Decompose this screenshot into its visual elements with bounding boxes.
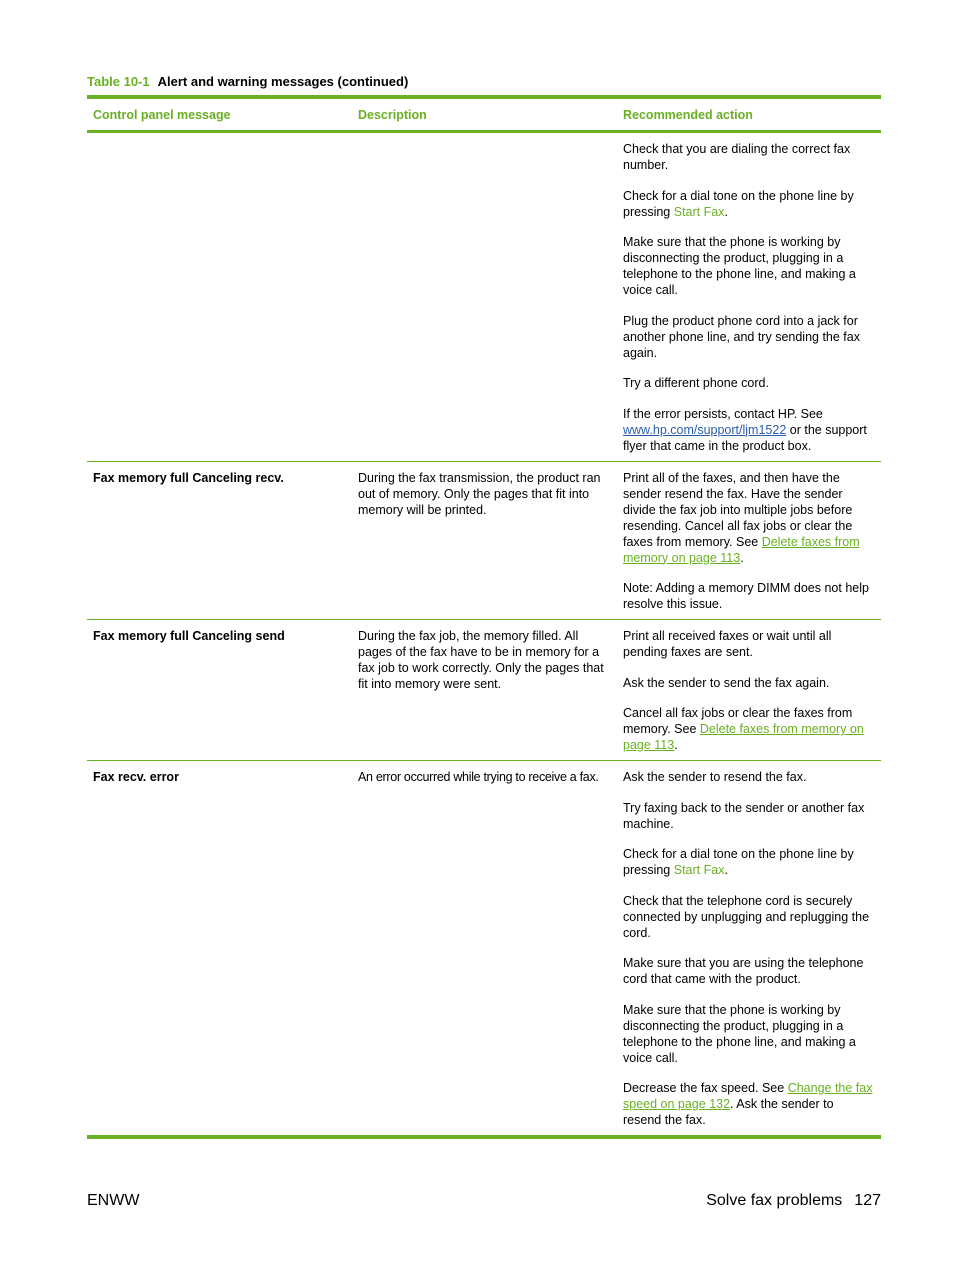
action-item: Print all of the faxes, and then have the sender resend the fax. Have the sender divide the fax job into multiple jobs before resending. Cancel all fax jobs or clear the faxes from memory. See Delete faxes from memory on page 113. (623, 470, 860, 565)
description-cell: An error occurred while trying to receive a fax. (358, 770, 599, 784)
page-number: 127 (854, 1192, 881, 1209)
start-fax-button-label: Start Fax (673, 863, 725, 877)
action-item: Cancel all fax jobs or clear the faxes from memory. See Delete faxes from memory on page 113. (623, 706, 864, 752)
table-row (87, 462, 881, 621)
action-item: Check for a dial tone on the phone line by pressing Start Fax. (623, 847, 854, 877)
footer-section-title: Solve fax problems (706, 1192, 843, 1209)
action-item: Decrease the fax speed. See Change the fax speed on page 132. Ask the sender to resend the fax. (623, 1081, 873, 1127)
table-title: Alert and warning messages (continued) (157, 74, 409, 89)
delete-faxes-link[interactable]: Delete faxes from memory on page 113 (623, 722, 864, 752)
footer-page-info (706, 1192, 881, 1210)
header-control-panel-message: Control panel message (93, 107, 231, 122)
action-item: Check for a dial tone on the phone line by pressing Start Fax. (623, 188, 854, 219)
table-row (87, 620, 881, 761)
description-cell: During the fax job, the memory filled. All pages of the fax have to be in memory for a fax job to work correctly. Only the pages that fit into memory were sent. (358, 629, 604, 691)
action-item: Plug the product phone cord into a jack for another phone line, and try sending the fax again. (623, 313, 860, 360)
action-cell (617, 620, 881, 760)
table-row (87, 761, 881, 1135)
footer-enww: ENWW (87, 1192, 140, 1209)
action-item: Make sure that you are using the telephone cord that came with the product. (623, 956, 864, 986)
action-item: Print all received faxes or wait until all pending faxes are sent. (623, 629, 832, 659)
table-caption (87, 74, 408, 89)
table-row (87, 133, 881, 462)
delete-faxes-link[interactable]: Delete faxes from memory on page 113 (623, 534, 860, 565)
header-description: Description (358, 107, 427, 122)
description-cell: During the fax transmission, the product ran out of memory. Only the pages that fit into memory will be printed. (358, 470, 601, 517)
message-cell: Fax memory full Canceling recv. (93, 470, 284, 485)
message-cell (87, 133, 352, 461)
header-recommended-action: Recommended action (623, 107, 753, 122)
action-item: Ask the sender to send the fax again. (623, 675, 830, 690)
action-cell (617, 761, 881, 1135)
action-item: Ask the sender to resend the fax. (623, 770, 807, 784)
action-item: Make sure that the phone is working by disconnecting the product, plugging in a telephone to the phone line, and making a voice call. (623, 235, 856, 297)
action-item: Try a different phone cord. (623, 376, 769, 390)
change-fax-speed-link[interactable]: Change the fax speed on page 132 (623, 1081, 873, 1111)
table-bottom-rule (87, 1135, 881, 1139)
action-item: Check that you are dialing the correct fax number. (623, 142, 851, 172)
table-header (87, 99, 881, 130)
action-item: Try faxing back to the sender or another fax machine. (623, 800, 865, 831)
description-cell (352, 133, 617, 461)
action-cell (617, 133, 881, 461)
action-item: Check that the telephone cord is securely connected by unplugging and replugging the cord. (623, 893, 870, 940)
start-fax-button-label: Start Fax (673, 204, 725, 219)
action-item: If the error persists, contact HP. See www.hp.com/support/ljm1522 or the support flyer that came in the product box. (623, 406, 867, 453)
alert-warning-table (87, 95, 881, 1139)
table-number: Table 10-1 (87, 74, 150, 89)
hp-support-link[interactable]: www.hp.com/support/ljm1522 (623, 422, 787, 437)
action-item: Make sure that the phone is working by disconnecting the product, plugging in a telephone to the phone line, and making a voice call. (623, 1002, 856, 1065)
message-cell: Fax recv. error (93, 770, 179, 784)
action-cell (617, 462, 881, 620)
action-item: Note: Adding a memory DIMM does not help resolve this issue. (623, 581, 869, 611)
message-cell: Fax memory full Canceling send (93, 629, 285, 643)
